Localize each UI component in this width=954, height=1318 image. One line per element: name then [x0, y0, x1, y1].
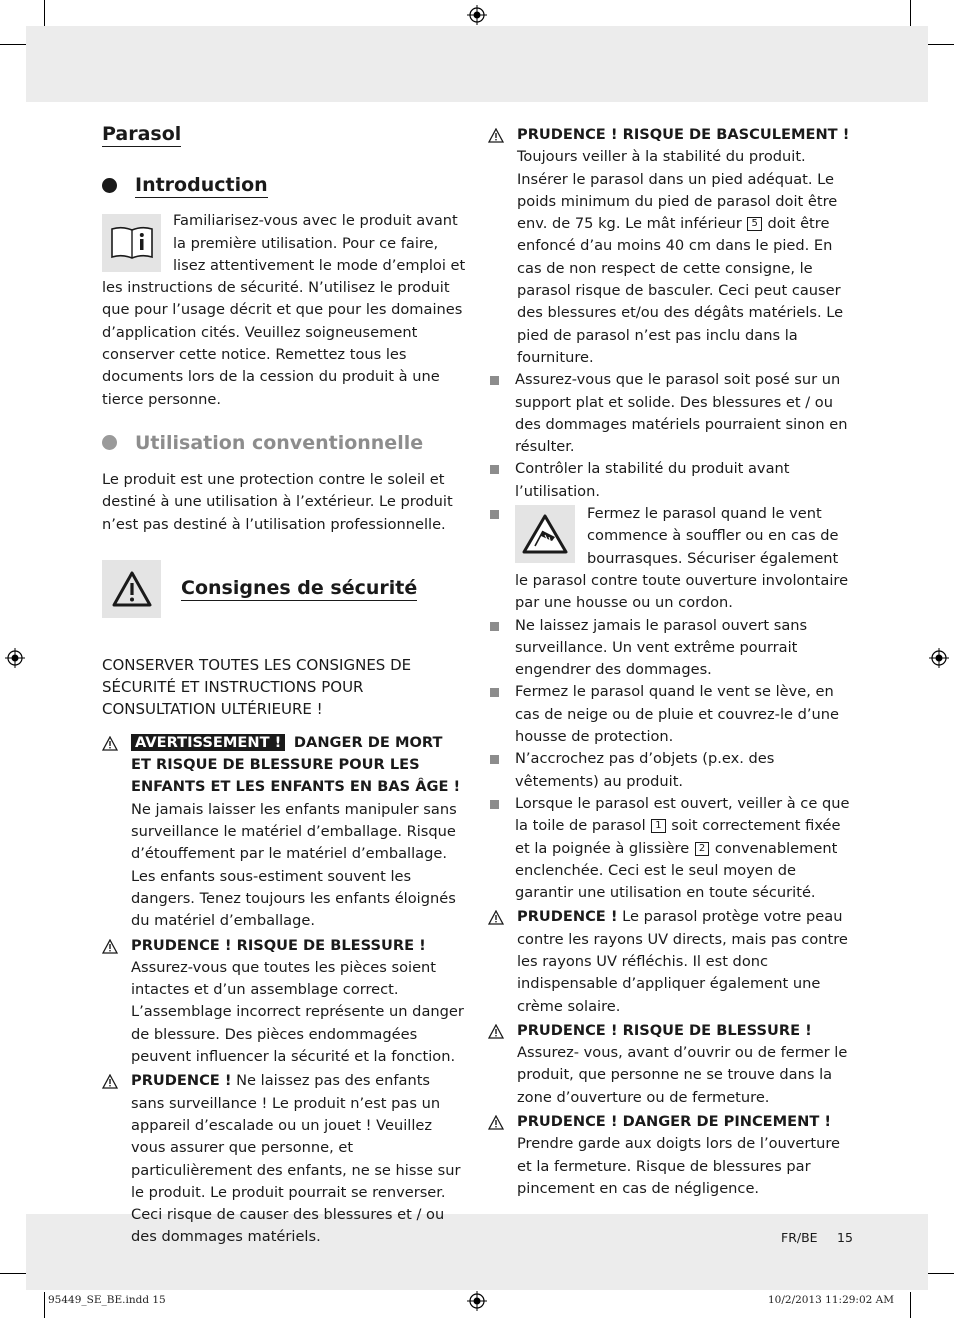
registration-mark-icon [467, 1291, 487, 1311]
part-reference: 1 [651, 819, 665, 833]
part-reference: 5 [747, 217, 761, 231]
list-item [488, 793, 854, 904]
square-bullet-icon [490, 510, 499, 519]
list-item [488, 503, 854, 614]
caution-title: PRUDENCE ! RISQUE DE BASCULEMENT ! [517, 126, 850, 143]
page-number: 15 [837, 1230, 853, 1245]
caution-injury [102, 935, 466, 1069]
right-column [488, 122, 854, 1200]
footer-language: FR/BE [781, 1230, 818, 1245]
caution-climb [102, 1070, 466, 1248]
caution-title: PRUDENCE ! [517, 908, 618, 926]
list-item-text: Ne laissez jamais le parasol ouvert sans surveillance. Un vent extrême pourrait engendrer des dommages. [515, 616, 808, 679]
caution-text: doit être enfoncé d’au moins 40 cm dans le pied. En cas de non respect de cette consigne, le parasol risque de basculer. Ceci peut causer des blessures et/ou des dégâts matériels. Le pied de parasol n’est pas inclu dans la fourniture. [517, 215, 844, 366]
warning-triangle-icon [488, 1024, 504, 1039]
crop-mark [928, 44, 954, 45]
list-item [488, 615, 854, 682]
section-introduction [102, 173, 466, 198]
bullet-dot-icon [102, 435, 117, 450]
caution-text: Le parasol protège votre peau contre les rayons UV directs, mais pas contre les rayons UV réfléchis. Il est donc indispensable d’appliquer également une crème solaire. [517, 908, 848, 1015]
registration-mark-icon [929, 648, 949, 668]
print-slug-date: 10/2/2013 11:29:02 AM [768, 1294, 895, 1306]
section-safety [102, 560, 466, 618]
caution-title: PRUDENCE ! RISQUE DE BLESSURE ! [517, 1021, 812, 1039]
caution-text: Toujours veiller à la stabilité du produit. Insérer le parasol dans un pied adéquat. Le poids minimum du pied de parasol doit être env. de 75 kg. Le mât inférieur [517, 148, 838, 233]
usage-text: Le produit est une protection contre le soleil et destiné à une utilisation à l’extérieur. Le produit n’est pas destiné à l’utilisation professionnelle. [102, 470, 453, 533]
caution-text: Assurez- vous, avant d’ouvrir ou de fermer le produit, que personne ne se trouve dans la zone d’ouverture ou de fermeture. [517, 1044, 848, 1106]
square-bullet-icon [490, 755, 499, 764]
warning-children [102, 732, 466, 933]
warning-triangle-icon [102, 560, 161, 618]
square-bullet-icon [490, 376, 499, 385]
warning-triangle-icon [488, 1115, 504, 1130]
warning-triangle-icon [102, 939, 118, 954]
caution-pinch [488, 1111, 854, 1200]
caution-text: Assurez-vous que toutes les pièces soient intactes et d’un assemblage correct. L’assemblage incorrect représente un danger de blessure. Des pièces endommagées peuvent influencer la sécurité et la fonction. [131, 958, 464, 1066]
list-item [488, 681, 854, 748]
list-item-text: Lorsque le parasol est ouvert, veiller à ce que la toile de parasol [515, 794, 850, 835]
page-title: Parasol [102, 123, 182, 145]
list-item-text: Contrôler la stabilité du produit avant l’utilisation. [515, 460, 790, 500]
section-heading: Introduction [135, 174, 268, 197]
caution-injury-right [488, 1020, 854, 1109]
caution-text: Ne laissez pas des enfants sans surveillance ! Le produit n’est pas un appareil d’escalade ou un jouet ! Veuillez vous assurer que personne, et particulièrement des enfants, ne se hisse sur le produit. Le produit pourrait se renverser. Ceci risque de causer des blessures et / ou des dommages matériels. [131, 1072, 461, 1246]
section-usage [102, 431, 466, 455]
introduction-text: Familiarisez-vous avec le produit avant la première utilisation. Pour ce faire, lisez attentivement le mode d’emploi et les instructions de sécurité. N’utilisez le produit que pour l’usage décrit et que pour les domaines d’application cités. Veuillez soigneusement conserver cette notice. Remettez tous les documents lors de la cession du produit à une tierce personne. [102, 212, 466, 408]
list-item-text: Assurez-vous que le parasol soit posé sur un support plat et solide. Des blessures et / ou des dommages matériels pourraient sinon en résulter. [515, 371, 848, 456]
left-column [102, 122, 466, 1249]
crop-mark [910, 1292, 911, 1318]
warning-badge: AVERTISSEMENT ! [131, 734, 285, 751]
list-item-text: N’accrochez pas d’objets (p.ex. des vêtements) au produit. [515, 750, 775, 790]
crop-mark [44, 0, 45, 26]
warning-triangle-icon [102, 1074, 118, 1089]
list-item-text: soit correctement fixée et la poignée à glissière [515, 817, 841, 857]
square-bullet-icon [490, 622, 499, 631]
warning-triangle-icon [102, 736, 118, 751]
registration-mark-icon [5, 648, 25, 668]
list-item [488, 458, 854, 503]
caution-title: PRUDENCE ! DANGER DE PINCEMENT ! [517, 1113, 832, 1131]
wind-warning-icon [515, 505, 575, 563]
crop-mark [928, 1273, 954, 1274]
list-item [488, 748, 854, 793]
caution-tipping [488, 124, 854, 369]
list-item [488, 369, 854, 458]
caution-title: PRUDENCE ! [131, 1072, 232, 1090]
warning-triangle-icon [488, 910, 504, 925]
bullet-dot-icon [102, 178, 117, 193]
caution-title: PRUDENCE ! RISQUE DE BLESSURE ! [131, 936, 426, 954]
part-reference: 2 [695, 842, 709, 856]
crop-mark [44, 1292, 45, 1318]
list-item-text: Fermez le parasol quand le vent se lève, en cas de neige ou de pluie et couvrez-le d’une housse de protection. [515, 683, 840, 746]
crop-mark [910, 0, 911, 26]
square-bullet-icon [490, 688, 499, 697]
list-item-text: Fermez le parasol quand le vent commence à souffler ou en cas de bourrasques. Sécuriser également le parasol contre toute ouverture involontaire par une housse ou un cordon. [515, 505, 849, 612]
warning-triangle-icon [488, 128, 504, 143]
section-heading: Consignes de sécurité [181, 577, 418, 600]
registration-mark-icon [467, 5, 487, 25]
section-heading: Utilisation conventionnelle [135, 431, 424, 454]
caution-uv [488, 906, 854, 1017]
safety-caps-notice: CONSERVER TOUTES LES CONSIGNES DE SÉCURITÉ ET INSTRUCTIONS POUR CONSULTATION ULTÉRIEURE ! [102, 655, 412, 718]
warning-text: Ne jamais laisser les enfants manipuler sans surveillance le matériel d’emballage. Risque d’étouffement par le matériel d’emballage. Les enfants sous-estiment souvent les dangers. Tenez toujours les enfants éloignés du matériel d’emballage. [131, 800, 457, 930]
square-bullet-icon [490, 465, 499, 474]
header-band [26, 26, 928, 102]
introduction-block [102, 210, 466, 411]
caution-text: Prendre garde aux doigts lors de l’ouverture et la fermeture. Risque de blessures par pincement en cas de négligence. [517, 1135, 841, 1197]
list-item-text: convenablement enclenchée. Ceci est le seul moyen de garantir une utilisation en toute sécurité. [515, 839, 838, 902]
crop-mark [0, 44, 26, 45]
warning-title: DANGER DE MORT ET RISQUE DE BLESSURE POUR LES ENFANTS ET LES ENFANTS EN BAS ÂGE ! [131, 733, 461, 796]
info-book-icon [102, 214, 161, 272]
square-bullet-icon [490, 800, 499, 809]
crop-mark [0, 1273, 26, 1274]
print-slug-file: 95449_SE_BE.indd 15 [48, 1294, 166, 1306]
